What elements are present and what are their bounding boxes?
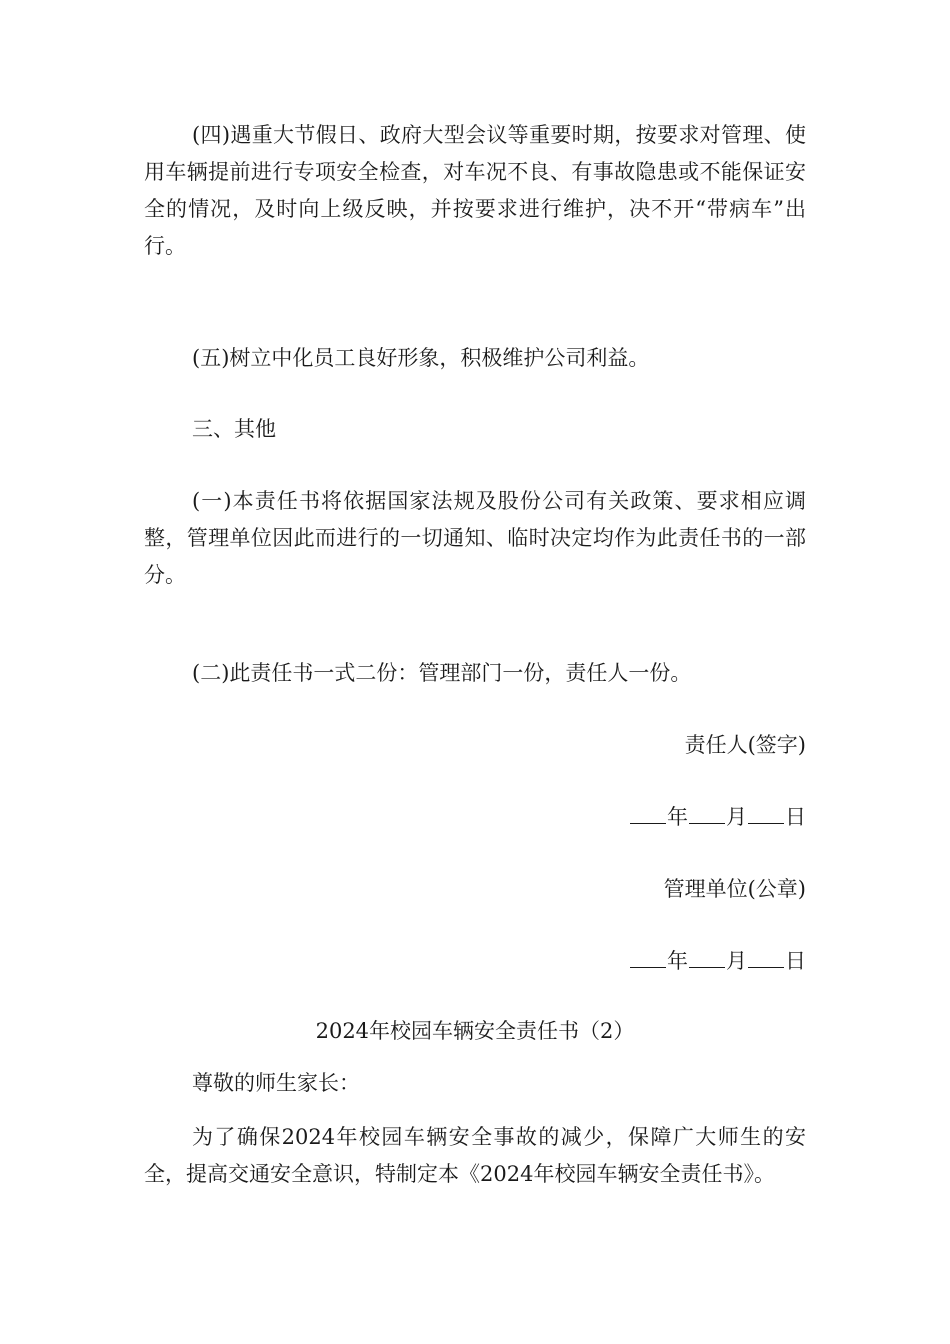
month-label: 月	[726, 949, 747, 973]
document-2-title: 2024年校园车辆安全责任书（2）	[315, 1019, 635, 1043]
date-line-unit	[629, 943, 806, 980]
month-blank	[689, 803, 725, 824]
day-label: 日	[785, 949, 806, 973]
month-blank	[689, 947, 725, 968]
paragraph-other-1: (一)本责任书将依据国家法规及股份公司有关政策、要求相应调整，管理单位因此而进行的一切通知、临时决定均作为此责任书的一部分。	[144, 489, 806, 587]
signature-person-label: 责任人(签字)	[684, 733, 806, 757]
day-blank	[748, 947, 784, 968]
year-blank	[630, 803, 666, 824]
day-blank	[748, 803, 784, 824]
month-label: 月	[726, 805, 747, 829]
date-line-person	[629, 799, 806, 836]
paragraph-other-2: (二)此责任书一式二份：管理部门一份，责任人一份。	[192, 661, 692, 685]
day-label: 日	[785, 805, 806, 829]
year-label: 年	[667, 949, 688, 973]
intro-paragraph: 为了确保2024年校园车辆安全事故的减少，保障广大师生的安全，提高交通安全意识，特制定本《2024年校园车辆安全责任书》。	[144, 1125, 806, 1186]
year-blank	[630, 947, 666, 968]
year-label: 年	[667, 805, 688, 829]
paragraph-section-4: (四)遇重大节假日、政府大型会议等重要时期，按要求对管理、使用车辆提前进行专项安全检查，对车况不良、有事故隐患或不能保证安全的情况，及时向上级反映，并按要求进行维护，决不开“带病车”出行。	[144, 123, 806, 258]
heading-other: 三、其他	[192, 417, 276, 441]
paragraph-section-5: (五)树立中化员工良好形象，积极维护公司利益。	[192, 346, 650, 370]
salutation: 尊敬的师生家长：	[192, 1071, 360, 1095]
signature-unit-label: 管理单位(公章)	[663, 877, 806, 901]
